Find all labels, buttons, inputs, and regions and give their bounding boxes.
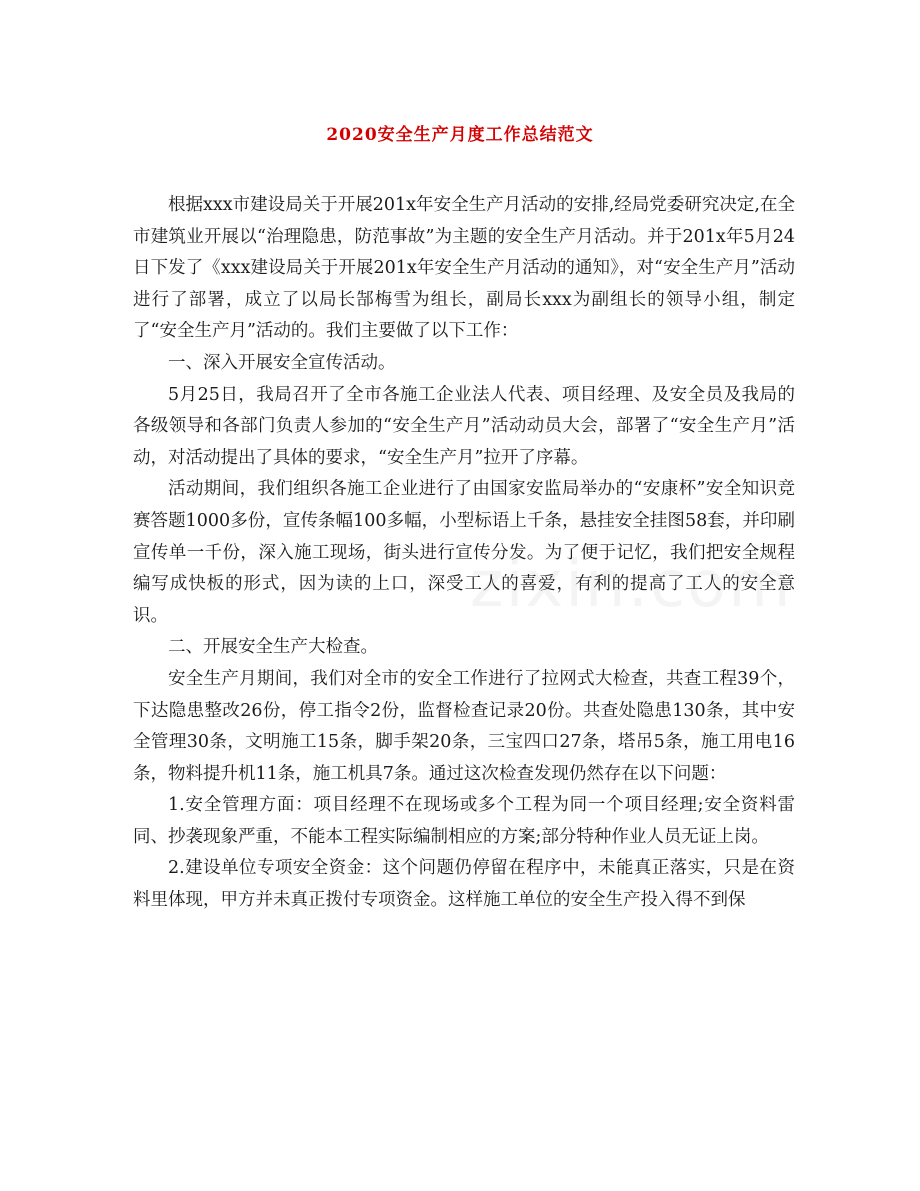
section-heading-2: 二、开展安全生产大检查。 bbox=[168, 637, 378, 658]
document-body bbox=[133, 190, 795, 917]
document-title: 2020安全生产月度工作总结范文 bbox=[326, 125, 594, 145]
paragraph-mobilization: 5月25日，我局召开了全市各施工企业法人代表、项目经理、及安全员及我局的各级领导和各部门负责人参加的“安全生产月”活动动员大会，部署了“安全生产月”活动，对活动提出了具体的要求，“安全生产月”拉开了序幕。 bbox=[133, 384, 795, 468]
paragraph-issue-2: 2.建设单位专项安全资金：这个问题仍停留在程序中，未能真正落实，只是在资料里体现，甲方并未真正拨付专项资金。这样施工单位的安全生产投入得不到保 bbox=[133, 858, 795, 911]
section-heading-1: 一、深入开展安全宣传活动。 bbox=[168, 352, 396, 373]
paragraph-issue-1: 1.安全管理方面：项目经理不在现场或多个工程为同一个项目经理;安全资料雷同、抄袭现象严重，不能本工程实际编制相应的方案;部分特种作业人员无证上岗。 bbox=[133, 795, 795, 847]
paragraph-activities: 活动期间，我们组织各施工企业进行了由国家安监局举办的“安康杯”安全知识竞赛答题1000多份，宣传条幅100多幅，小型标语上千条，悬挂安全挂图58套，并印刷宣传单一千份，深入施工现场，街头进行宣传分发。为了便于记忆，我们把安全规程编写成快板的形式，因为读的上口，深受工人的喜爱，有利的提高了工人的安全意识。 bbox=[133, 479, 795, 626]
paragraph-intro: 根据xxx市建设局关于开展201x年安全生产月活动的安排,经局党委研究决定,在全市建筑业开展以“治理隐患，防范事故”为主题的安全生产月活动。并于201x年5月24日下发了《xxx建设局关于开展201x年安全生产月活动的通知》，对“安全生产月”活动进行了部署，成立了以局长郜梅雪为组长，副局长xxx为副组长的领导小组，制定了“安全生产月”活动的。我们主要做了以下工作： bbox=[133, 195, 795, 342]
paragraph-inspection: 安全生产月期间，我们对全市的安全工作进行了拉网式大检查，共查工程39个，下达隐患整改26份，停工指令2份，监督检查记录20份。共查处隐患130条，其中安全管理30条，文明施工15条，脚手架20条，三宝四口27条，塔吊5条，施工用电16条，物料提升机11条，施工机具7条。通过这次检查发现仍然存在以下问题： bbox=[133, 668, 795, 784]
